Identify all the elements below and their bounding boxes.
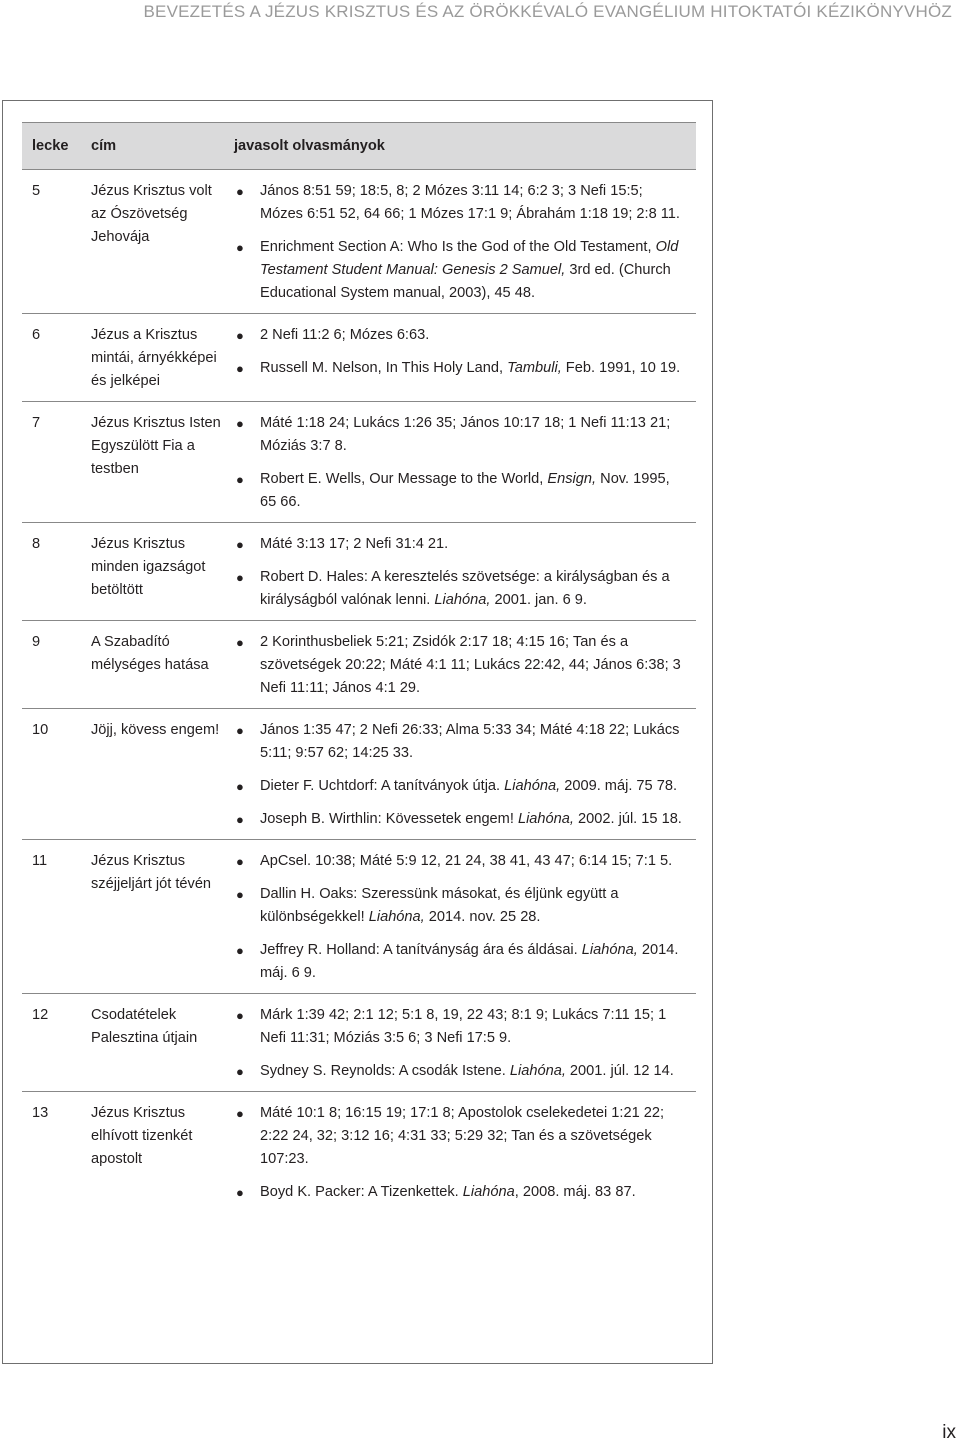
table-row: [22, 994, 696, 1092]
bullet-icon: ●: [236, 1008, 244, 1023]
lesson-number: 11: [22, 840, 81, 994]
reading-item: [234, 1004, 688, 1050]
reading-text: [260, 536, 448, 552]
lesson-readings: [224, 170, 696, 314]
bullet-icon: ●: [236, 1106, 244, 1121]
reading-source-italic: Liahóna,: [368, 909, 425, 925]
reading-source-italic: Old Testament Student Manual: Genesis 2 Samuel,: [260, 239, 679, 278]
reading-text: [260, 1007, 666, 1046]
reading-text: [260, 360, 680, 376]
lesson-readings: [224, 1092, 696, 1213]
bullet-icon: ●: [236, 537, 244, 552]
table-header-row: [22, 123, 696, 170]
reading-item: [234, 412, 688, 458]
reading-text: [260, 886, 619, 925]
lesson-title: Jézus Krisztus Isten Egyszülött Fia a testben: [81, 402, 224, 523]
reading-item: [234, 808, 688, 831]
reading-segment: Nov. 1995, 65 66.: [260, 471, 670, 510]
reading-source-italic: Tambuli,: [507, 360, 562, 376]
bullet-icon: ●: [236, 328, 244, 343]
reading-segment: 2009. máj. 75 78.: [560, 778, 678, 794]
reading-item: [234, 324, 688, 347]
bullet-icon: ●: [236, 779, 244, 794]
lesson-readings: [224, 314, 696, 402]
reading-segment: 3rd ed. (Church Educational System manual, 2003), 45 48.: [260, 262, 671, 301]
reading-segment: Máté 10:1 8; 16:15 19; 17:1 8; Apostolok cselekedetei 1:21 22; 2:22 24, 32; 3:12 16; 4:31 33; 5:29 32; Tan és a szövetségek 107:23.: [260, 1105, 665, 1167]
reading-text: [260, 1063, 674, 1079]
reading-segment: János 8:51 59; 18:5, 8; 2 Mózes 3:11 14; 6:2 3; 3 Nefi 15:5; Mózes 6:51 52, 64 66; 1 Mózes 17:1 9; Ábrahám 1:18 19; 2:8 11.: [260, 183, 680, 222]
reading-text: [260, 569, 670, 608]
reading-source-italic: Liahóna,: [434, 592, 491, 608]
bullet-icon: ●: [236, 635, 244, 650]
lesson-number: 8: [22, 523, 81, 621]
lesson-title: A Szabadító mélységes hatása: [81, 621, 224, 709]
lesson-title: Jézus a Krisztus mintái, árnyékképei és jelképei: [81, 314, 224, 402]
lesson-title: Jézus Krisztus minden igazságot betöltött: [81, 523, 224, 621]
reading-segment: Joseph B. Wirthlin: Kövessetek engem!: [260, 811, 518, 827]
reading-text: [260, 1105, 664, 1167]
reading-text: [260, 634, 681, 696]
table-row: [22, 840, 696, 994]
bullet-icon: ●: [236, 240, 244, 255]
lesson-readings: [224, 621, 696, 709]
lesson-readings: [224, 402, 696, 523]
lesson-title: Jézus Krisztus elhívott tizenkét apostolt: [91, 1105, 193, 1167]
lesson-number: 7: [22, 402, 81, 523]
table-body: [22, 170, 696, 1213]
reading-segment: , 2008. máj. 83 87.: [514, 1184, 636, 1200]
reading-item: [234, 631, 688, 700]
reading-item: [234, 939, 688, 985]
reading-item: [234, 850, 688, 873]
reading-text: [260, 942, 678, 981]
lesson-title: Jézus Krisztus széjjeljárt jót tévén: [81, 840, 224, 994]
lesson-readings: [224, 840, 696, 994]
bullet-icon: ●: [236, 723, 244, 738]
column-header-title: cím: [81, 123, 224, 170]
reading-item: [234, 1102, 688, 1171]
reading-source-italic: Liahóna: [462, 1184, 515, 1200]
bullet-icon: ●: [236, 416, 244, 431]
column-header-readings: javasolt olvasmányok: [224, 123, 696, 170]
reading-segment: 2014. nov. 25 28.: [424, 909, 541, 925]
reading-item: [234, 468, 688, 514]
lesson-readings: [224, 709, 696, 840]
page-number: ix: [942, 1422, 956, 1443]
reading-text: [260, 811, 682, 827]
reading-text: [260, 183, 680, 222]
bullet-icon: ●: [236, 184, 244, 199]
reading-segment: Boyd K. Packer: A Tizenkettek.: [260, 1184, 463, 1200]
lesson-title: Jézus Krisztus volt az Ószövetség Jehovája: [81, 170, 224, 314]
readings-table: [22, 122, 696, 1212]
reading-source-italic: Liahóna,: [504, 778, 561, 794]
lesson-number: 6: [22, 314, 81, 402]
reading-segment: 2001. júl. 12 14.: [565, 1063, 674, 1079]
reading-segment: Robert E. Wells, Our Message to the World,: [260, 471, 548, 487]
bullet-icon: ●: [236, 854, 244, 869]
reading-item: [234, 1181, 688, 1204]
reading-segment: Feb. 1991, 10 19.: [561, 360, 681, 376]
bullet-icon: ●: [236, 943, 244, 958]
reading-text: [260, 415, 670, 454]
reading-source-italic: Liahóna,: [509, 1063, 566, 1079]
bullet-icon: ●: [236, 1064, 244, 1079]
reading-text: [260, 778, 677, 794]
reading-item: [234, 1060, 688, 1083]
lesson-title: Jöjj, kövess engem!: [81, 709, 224, 840]
lesson-number: 13: [32, 1105, 49, 1121]
reading-item: [234, 883, 688, 929]
lesson-number: 9: [22, 621, 81, 709]
lesson-number: 5: [22, 170, 81, 314]
running-header: BEVEZETÉS A JÉZUS KRISZTUS ÉS AZ ÖRÖKKÉVALÓ EVANGÉLIUM HITOKTATÓI KÉZIKÖNYVHÖZ: [143, 2, 952, 21]
reading-source-italic: Liahóna,: [581, 942, 638, 958]
reading-text: [260, 239, 678, 301]
reading-segment: Sydney S. Reynolds: A csodák Istene.: [260, 1063, 510, 1079]
table-row: [22, 709, 696, 840]
reading-item: [234, 180, 688, 226]
reading-segment: Enrichment Section A: Who Is the God of the Old Testament,: [260, 239, 656, 255]
bullet-icon: ●: [236, 812, 244, 827]
reading-segment: Dieter F. Uchtdorf: A tanítványok útja.: [260, 778, 505, 794]
reading-segment: János 1:35 47; 2 Nefi 26:33; Alma 5:33 34; Máté 4:18 22; Lukács 5:11; 9:57 62; 14:25 33.: [260, 722, 680, 761]
reading-segment: 2 Korinthusbeliek 5:21; Zsidók 2:17 18; 4:15 16; Tan és a szövetségek 20:22; Máté 4:1 11; Lukács 22:42, 44; János 6:38; 3 Nefi 11:11; János 4:1 29.: [260, 634, 681, 696]
lesson-readings: [224, 523, 696, 621]
reading-segment: Máté 3:13 17; 2 Nefi 31:4 21.: [260, 536, 449, 552]
bullet-icon: ●: [236, 887, 244, 902]
reading-item: [234, 566, 688, 612]
column-header-lesson: lecke: [22, 123, 81, 170]
reading-segment: 2014. máj. 6 9.: [260, 942, 679, 981]
lesson-readings: [224, 994, 696, 1092]
bullet-icon: ●: [236, 570, 244, 585]
table-row: [22, 1092, 696, 1213]
reading-segment: 2001. jan. 6 9.: [490, 592, 587, 608]
reading-item: [234, 357, 688, 380]
reading-source-italic: Liahóna,: [517, 811, 574, 827]
reading-segment: Márk 1:39 42; 2:1 12; 5:1 8, 19, 22 43; 8:1 9; Lukács 7:11 15; 1 Nefi 11:31; Móziás 3:5 6; 3 Nefi 17:5 9.: [260, 1007, 667, 1046]
reading-segment: Russell M. Nelson, In This Holy Land,: [260, 360, 508, 376]
reading-text: [260, 471, 670, 510]
reading-text: [260, 1184, 636, 1200]
table-row: [22, 314, 696, 402]
reading-text: [260, 853, 672, 869]
reading-segment: 2002. júl. 15 18.: [573, 811, 682, 827]
reading-item: [234, 533, 688, 556]
reading-item: [234, 775, 688, 798]
reading-source-italic: Ensign,: [547, 471, 597, 487]
reading-segment: Dallin H. Oaks: Szeressünk másokat, és éljünk együtt a különbségekkel!: [260, 886, 619, 925]
lesson-title: Csodatételek Palesztina útjain: [81, 994, 224, 1092]
table-row: [22, 523, 696, 621]
bullet-icon: ●: [236, 1185, 244, 1200]
table-row: [22, 402, 696, 523]
table-row: [22, 621, 696, 709]
reading-segment: Jeffrey R. Holland: A tanítványság ára és áldásai.: [260, 942, 582, 958]
lesson-number: 10: [22, 709, 81, 840]
reading-segment: Máté 1:18 24; Lukács 1:26 35; János 10:17 18; 1 Nefi 11:13 21; Móziás 3:7 8.: [260, 415, 671, 454]
reading-item: [234, 236, 688, 305]
reading-segment: ApCsel. 10:38; Máté 5:9 12, 21 24, 38 41, 43 47; 6:14 15; 7:1 5.: [260, 853, 673, 869]
reading-text: [260, 722, 679, 761]
reading-segment: Robert D. Hales: A keresztelés szövetsége: a királyságban és a királyságból valónak lenni.: [260, 569, 670, 608]
reading-item: [234, 719, 688, 765]
reading-text: [260, 327, 429, 343]
bullet-icon: ●: [236, 472, 244, 487]
lesson-number: 12: [22, 994, 81, 1092]
table-row: [22, 170, 696, 314]
reading-segment: 2 Nefi 11:2 6; Mózes 6:63.: [260, 327, 430, 343]
bullet-icon: ●: [236, 361, 244, 376]
